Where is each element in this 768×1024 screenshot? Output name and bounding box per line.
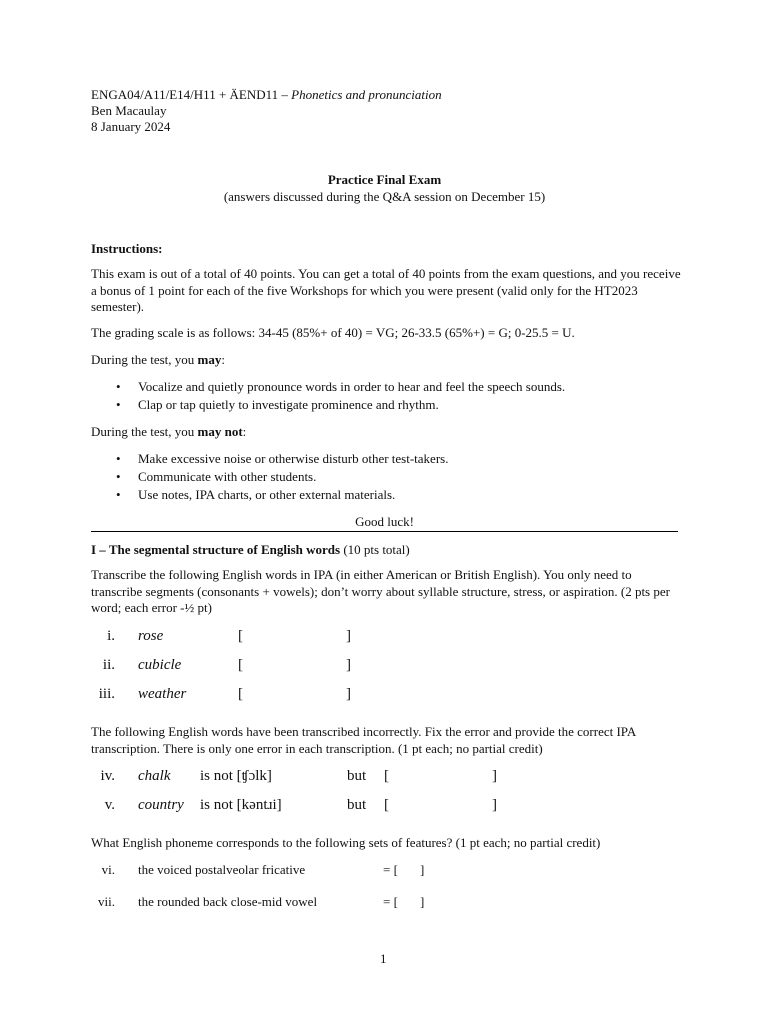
section-title: I – The segmental structure of English words bbox=[91, 542, 341, 557]
but-label: but bbox=[347, 768, 367, 784]
may-not-item: Communicate with other students. bbox=[138, 469, 317, 484]
answer-bracket-close: ] bbox=[346, 686, 351, 702]
instructions-paragraph-2: The grading scale is as follows: 34-45 (85%+ of 40) = VG; 26-33.5 (65%+) = G; 0-25.5 = U. bbox=[91, 325, 575, 340]
item-word: rose bbox=[138, 628, 164, 644]
answer-bracket-close: ] bbox=[420, 862, 425, 877]
answer-bracket-open: [ bbox=[238, 628, 243, 644]
item-number: vii. bbox=[98, 894, 115, 909]
may-line bbox=[91, 351, 225, 368]
date: 8 January 2024 bbox=[91, 119, 171, 134]
item-word: cubicle bbox=[138, 657, 182, 673]
instructions-heading: Instructions: bbox=[91, 241, 163, 256]
feature-description: the voiced postalveolar fricative bbox=[138, 862, 306, 877]
answer-bracket-open: [ bbox=[238, 657, 243, 673]
bullet-icon: • bbox=[116, 469, 121, 484]
section-points: (10 pts total) bbox=[340, 542, 410, 557]
answer-bracket-open: [ bbox=[384, 768, 389, 784]
course-line bbox=[91, 86, 442, 103]
author: Ben Macaulay bbox=[91, 103, 167, 118]
bullet-icon: • bbox=[116, 379, 121, 394]
item-word: chalk bbox=[138, 768, 171, 784]
exam-title: Practice Final Exam bbox=[327, 172, 442, 187]
may-suffix: : bbox=[221, 352, 225, 367]
answer-bracket-close: ] bbox=[420, 894, 425, 909]
answer-bracket-close: ] bbox=[346, 628, 351, 644]
may-not-item: Use notes, IPA charts, or other external materials. bbox=[138, 487, 396, 502]
answer-bracket-close: ] bbox=[492, 797, 497, 813]
page-number: 1 bbox=[380, 951, 387, 966]
item-number: iii. bbox=[98, 686, 115, 702]
course-code: ENGA04/A11/E14/H11 + ÄEND11 – bbox=[91, 87, 292, 102]
may-not-suffix: : bbox=[242, 424, 247, 439]
answer-bracket-open: [ bbox=[238, 686, 243, 702]
good-luck: Good luck! bbox=[355, 514, 414, 529]
may-not-word: may not bbox=[197, 424, 243, 439]
wrong-transcription: is not [ʧɔlk] bbox=[200, 768, 272, 784]
may-word: may bbox=[197, 352, 222, 367]
bullet-icon: • bbox=[116, 397, 121, 412]
instructions-paragraph-1: This exam is out of a total of 40 points. You can get a total of 40 points from the exam questions, and you receive a bonus of 1 point for each of the five Workshops for which you were present (valid only for the HT2023 semester). bbox=[91, 266, 681, 314]
wrong-transcription: is not [kəntɹi] bbox=[200, 797, 282, 813]
may-not-line bbox=[91, 423, 246, 440]
item-number: iv. bbox=[100, 768, 115, 784]
bullet-icon: • bbox=[116, 451, 121, 466]
course-title: Phonetics and pronunciation bbox=[291, 87, 442, 102]
section-intro: Transcribe the following English words in IPA (in either American or British English). You only need to transcribe segments (consonants + vowels); don’t worry about syllable structure, stress, or aspiration. (2 pts per word; each error -½ pt) bbox=[91, 567, 670, 615]
answer-bracket-open: = [ bbox=[383, 894, 398, 909]
answer-bracket-open: [ bbox=[384, 797, 389, 813]
may-item: Clap or tap quietly to investigate prominence and rhythm. bbox=[138, 397, 439, 412]
may-prefix: During the test, you bbox=[91, 352, 198, 367]
item-number: i. bbox=[107, 628, 115, 644]
may-not-item: Make excessive noise or otherwise disturb other test-takers. bbox=[138, 451, 449, 466]
item-number: ii. bbox=[102, 657, 115, 673]
item-word: weather bbox=[138, 686, 187, 702]
bullet-icon: • bbox=[116, 487, 121, 502]
answer-bracket-close: ] bbox=[346, 657, 351, 673]
answer-bracket-close: ] bbox=[492, 768, 497, 784]
item-number: v. bbox=[104, 797, 115, 813]
answer-bracket-open: = [ bbox=[383, 862, 398, 877]
feature-description: the rounded back close-mid vowel bbox=[138, 894, 318, 909]
exam-subtitle: (answers discussed during the Q&A session on December 15) bbox=[223, 189, 546, 204]
may-item: Vocalize and quietly pronounce words in order to hear and feel the speech sounds. bbox=[138, 379, 566, 394]
but-label: but bbox=[347, 797, 367, 813]
section-heading bbox=[91, 541, 410, 558]
section-divider bbox=[91, 531, 678, 532]
fix-intro: The following English words have been transcribed incorrectly. Fix the error and provide the correct IPA transcription. There is only one error in each transcription. (1 pt each; no partial credit) bbox=[91, 724, 636, 756]
phoneme-intro: What English phoneme corresponds to the following sets of features? (1 pt each; no partial credit) bbox=[91, 835, 601, 850]
may-not-prefix: During the test, you bbox=[91, 424, 198, 439]
item-word: country bbox=[138, 797, 184, 813]
item-number: vi. bbox=[101, 862, 115, 877]
